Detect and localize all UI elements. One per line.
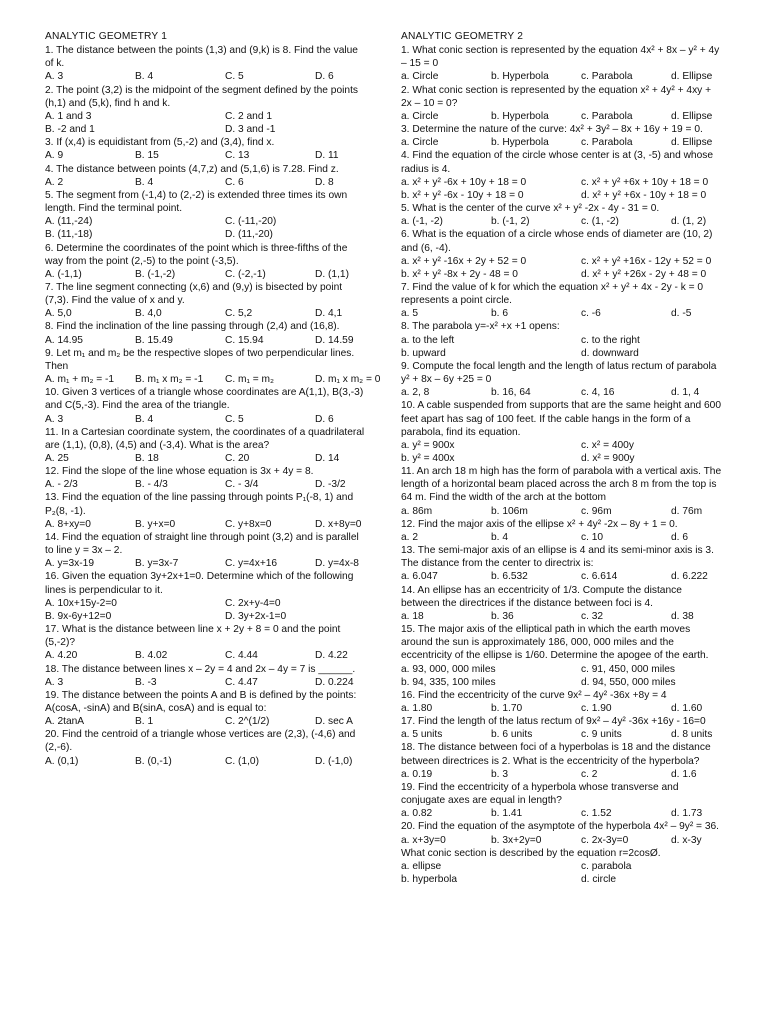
answer-option: b. x² + y² -8x + 2y - 48 = 0 xyxy=(401,268,518,280)
answer-option: B. 4 xyxy=(135,413,154,425)
answer-option: b. hyperbola xyxy=(401,874,458,885)
answer-option: a. 18 xyxy=(401,610,424,622)
answer-options xyxy=(45,373,381,386)
answer-options xyxy=(401,255,723,281)
answer-options xyxy=(45,478,367,491)
answer-option: d. 6 xyxy=(671,531,688,543)
answer-options xyxy=(401,439,723,465)
answer-option: B. 15.49 xyxy=(135,334,173,346)
answer-option: a. 93, 000, 000 miles xyxy=(401,663,496,675)
question-text: 4. Find the equation of the circle whose center is at (3, -5) and whose radius is 4. xyxy=(401,150,714,175)
answer-option: B. y=3x-7 xyxy=(135,558,179,570)
answer-options xyxy=(45,676,367,689)
question-text: 11. In a Cartesian coordinate system, the coordinates of a quadrilateral are (1,1), (0,8), (4,5) and (-3,4). What is the area? xyxy=(45,426,365,451)
answer-options xyxy=(401,505,723,518)
answer-options xyxy=(45,649,367,662)
answer-options xyxy=(45,215,367,241)
question-text: 20. Find the centroid of a triangle whose vertices are (2,3), (-4,6) and (2,-6). xyxy=(45,729,356,754)
question-text: 1. What conic section is represented by the equation 4x² + 8x – y² + 4y – 15 = 0 xyxy=(401,45,720,70)
answer-option: B. 4 xyxy=(135,71,154,83)
answer-option: d. 1.6 xyxy=(671,768,697,780)
answer-option: D. 3 and -1 xyxy=(225,124,276,136)
answer-option: a. ellipse xyxy=(401,860,442,872)
question-text: 16. Given the equation 3y+2x+1=0. Determine which of the following lines is perpendicular to it. xyxy=(45,571,354,596)
answer-option: A. (11,-24) xyxy=(45,216,93,228)
answer-option: C. m₁ = m₂ xyxy=(225,374,274,386)
answer-option: c. 1.90 xyxy=(581,702,612,714)
answer-option: C. y+8x=0 xyxy=(225,518,272,530)
answer-options xyxy=(401,702,723,715)
answer-option: D. 11 xyxy=(315,150,339,162)
answer-option: d. x² = 900y xyxy=(581,453,635,464)
answer-option: d. 8 units xyxy=(671,729,713,741)
answer-option: a. x² + y² -6x + 10y + 18 = 0 xyxy=(401,176,527,188)
answer-option: d. Ellipse xyxy=(671,137,713,149)
answer-option: D. x+8y=0 xyxy=(315,518,362,530)
answer-option: B. 4 xyxy=(135,176,154,188)
answer-option: c. 2 xyxy=(581,768,598,780)
answer-option: C. (-11,-20) xyxy=(225,216,277,228)
answer-options xyxy=(45,334,367,347)
question-text: 2. The point (3,2) is the midpoint of the segment defined by the points (h,1) and (5,k), find h and k. xyxy=(45,84,358,109)
answer-option: B. - 4/3 xyxy=(135,479,168,491)
answer-option: C. 13 xyxy=(225,150,250,162)
answer-option: a. Circle xyxy=(401,137,439,149)
answer-option: c. x² = 400y xyxy=(581,439,634,451)
answer-option: c. 96m xyxy=(581,505,612,517)
answer-option: D. m₁ x m₂ = 0 xyxy=(315,374,381,386)
answer-option: d. (1, 2) xyxy=(671,216,707,228)
answer-option: D. 4,1 xyxy=(315,308,343,320)
question-text: 14. Find the equation of straight line through point (3,2) and is parallel to line y = 3x – 2. xyxy=(45,531,359,557)
answer-option: B. 18 xyxy=(135,453,159,464)
answer-option: a. 5 units xyxy=(401,729,443,741)
answer-options xyxy=(45,597,367,623)
answer-option: a. x² + y² -16x + 2y + 52 = 0 xyxy=(401,255,527,267)
answer-options xyxy=(401,570,723,583)
answer-option: d. 1.73 xyxy=(671,808,703,820)
answer-option: a. x+3y=0 xyxy=(401,834,446,846)
answer-option: b. y² = 400x xyxy=(401,453,455,464)
answer-option: b. 6 xyxy=(491,308,508,320)
answer-option: c. -6 xyxy=(581,308,601,320)
answer-option: A. 25 xyxy=(45,453,69,464)
answer-option: B. (0,-1) xyxy=(135,755,172,767)
question-text: 10. Given 3 vertices of a triangle whose coordinates are A(1,1), B(3,-3) and C(5,-3). Find the area of the triangle. xyxy=(45,387,364,412)
answer-options xyxy=(45,307,367,320)
answer-option: d. 94, 550, 000 miles xyxy=(581,676,676,688)
answer-option: C. 5 xyxy=(225,71,244,83)
question-text: 8. Find the inclination of the line passing through (2,4) and (16,8). xyxy=(45,321,340,333)
answer-option: a. Circle xyxy=(401,110,439,122)
answer-option: b. Hyperbola xyxy=(491,137,549,149)
question-text: 9. Compute the focal length and the length of latus rectum of parabola y² + 8x – 6y +25 = 0 xyxy=(401,360,717,386)
answer-options xyxy=(45,452,367,465)
answer-option: C. 4.44 xyxy=(225,650,258,662)
answer-option: a. Circle xyxy=(401,71,439,83)
answer-option: b. (-1, 2) xyxy=(491,216,530,228)
answer-option: c. (1, -2) xyxy=(581,216,619,228)
answer-option: B. y+x=0 xyxy=(135,518,176,530)
answer-options xyxy=(45,557,367,570)
answer-option: A. m₁ + m₂ = -1 xyxy=(45,374,115,386)
answer-option: b. Hyperbola xyxy=(491,110,549,122)
answer-option: B. -2 and 1 xyxy=(45,124,95,136)
answer-option: d. 76m xyxy=(671,505,703,517)
answer-option: A. 10x+15y-2=0 xyxy=(45,597,117,609)
answer-options xyxy=(45,70,367,83)
answer-option: c. 32 xyxy=(581,610,604,622)
answer-option: C. (1,0) xyxy=(225,755,259,767)
answer-option: d. 1, 4 xyxy=(671,387,700,399)
answer-option: c. parabola xyxy=(581,860,632,872)
answer-option: A. 3 xyxy=(45,71,64,83)
answer-options xyxy=(401,768,723,781)
answer-option: D. (11,-20) xyxy=(225,229,273,241)
answer-option: c. to the right xyxy=(581,334,640,346)
answer-option: D. (-1,0) xyxy=(315,755,353,767)
answer-options xyxy=(45,715,367,728)
answer-option: A. 4.20 xyxy=(45,650,78,662)
question-text: 1. The distance between the points (1,3) and (9,k) is 8. Find the value of k. xyxy=(45,45,358,70)
answer-option: c. x² + y² +6x + 10y + 18 = 0 xyxy=(581,176,709,188)
answer-option: D. 4.22 xyxy=(315,650,348,662)
answer-option: B. 9x-6y+12=0 xyxy=(45,610,112,622)
answer-option: c. 91, 450, 000 miles xyxy=(581,663,676,675)
question-text: 6. What is the equation of a circle whose ends of diameter are (10, 2) and (6, -4). xyxy=(401,229,713,254)
answer-option: a. (-1, -2) xyxy=(401,216,443,228)
answer-option: D. 3y+2x-1=0 xyxy=(225,610,287,622)
answer-options xyxy=(401,728,723,741)
left-question-list xyxy=(45,44,381,768)
answer-options xyxy=(45,518,367,531)
answer-option: C. 4.47 xyxy=(225,676,258,688)
question-text: 14. An ellipse has an eccentricity of 1/3. Compute the distance between the directrices if the distance between foci is 4. xyxy=(401,584,682,609)
answer-option: D. 6 xyxy=(315,413,334,425)
answer-option: B. 4.02 xyxy=(135,650,168,662)
answer-option: D. 0.224 xyxy=(315,676,354,688)
question-text: 15. The major axis of the elliptical path in which the earth moves around the sun is approximately 186, 000, 000 miles and the eccentricity of the ellipse is 1/60. Determine the apogee of the earth. xyxy=(401,624,709,662)
answer-option: B. m₁ x m₂ = -1 xyxy=(135,374,204,386)
answer-option: b. 6 units xyxy=(491,729,533,741)
question-text: 17. Find the length of the latus rectum of 9x² – 4y² -36x +16y - 16=0 xyxy=(401,716,706,728)
answer-option: C. (-2,-1) xyxy=(225,268,266,280)
right-question-list xyxy=(401,44,723,886)
answer-option: C. 20 xyxy=(225,453,250,464)
left-column xyxy=(45,30,381,768)
answer-options xyxy=(45,110,367,136)
answer-option: A. (0,1) xyxy=(45,755,79,767)
answer-option: C. 5,2 xyxy=(225,308,253,320)
answer-options xyxy=(45,176,367,189)
answer-options xyxy=(401,610,723,623)
question-text: 3. If (x,4) is equidistant from (5,-2) and (3,4), find x. xyxy=(45,137,275,149)
answer-option: b. 94, 335, 100 miles xyxy=(401,676,496,688)
answer-options xyxy=(401,215,723,228)
answer-option: d. x² + y² +6x - 10y + 18 = 0 xyxy=(581,189,707,201)
right-column xyxy=(401,30,723,886)
answer-options xyxy=(401,307,723,320)
answer-option: A. 2 xyxy=(45,176,64,188)
answer-options xyxy=(45,268,367,281)
answer-option: b. 4 xyxy=(491,531,508,543)
answer-option: d. -5 xyxy=(671,308,692,320)
answer-option: b. 1.70 xyxy=(491,702,523,714)
answer-option: b. 1.41 xyxy=(491,808,523,820)
answer-options xyxy=(401,834,723,847)
answer-option: C. 6 xyxy=(225,176,244,188)
answer-options xyxy=(401,136,723,149)
answer-option: d. 38 xyxy=(671,610,694,622)
question-text: 5. The segment from (-1,4) to (2,-2) is extended three times its own length. Find the terminal point. xyxy=(45,189,348,215)
answer-option: c. 1.52 xyxy=(581,808,612,820)
answer-option: D. 14 xyxy=(315,453,340,464)
answer-option: A. (-1,1) xyxy=(45,268,82,280)
question-text: 19. Find the eccentricity of a hyperbola whose transverse and conjugate axes are equal in length? xyxy=(401,781,679,807)
question-text: 2. What conic section is represented by the equation x² + 4y² + 4xy + 2x – 10 = 0? xyxy=(401,84,712,109)
question-text: 20. Find the equation of the asymptote of the hyperbola 4x² – 9y² = 36. xyxy=(401,821,719,833)
answer-option: a. 1.80 xyxy=(401,702,433,714)
question-text: 5. What is the center of the curve x² + y² -2x - 4y - 31 = 0. xyxy=(401,203,660,215)
answer-options xyxy=(401,386,723,399)
answer-option: b. 36 xyxy=(491,610,514,622)
answer-option: C. 2 and 1 xyxy=(225,110,273,122)
answer-option: a. 0.82 xyxy=(401,808,433,820)
question-text: 19. The distance between the points A and B is defined by the points: A(cosA, -sinA) and B(sinA, cosA) and is equal to: xyxy=(45,689,357,714)
answer-option: D. sec A xyxy=(315,716,353,728)
answer-option: C. - 3/4 xyxy=(225,479,259,491)
answer-option: c. 9 units xyxy=(581,729,622,741)
answer-option: c. Parabola xyxy=(581,71,633,83)
answer-option: C. 2x+y-4=0 xyxy=(225,597,281,609)
answer-option: d. circle xyxy=(581,874,617,885)
answer-options xyxy=(45,413,367,426)
answer-option: a. 86m xyxy=(401,505,433,517)
answer-option: c. 4, 16 xyxy=(581,387,615,399)
answer-option: D. 6 xyxy=(315,71,334,83)
answer-options xyxy=(45,149,367,162)
answer-option: A. 2tanA xyxy=(45,716,85,728)
answer-option: A. 3 xyxy=(45,676,64,688)
answer-option: d. Ellipse xyxy=(671,110,713,122)
answer-option: D. (1,1) xyxy=(315,268,349,280)
answer-option: b. x² + y² -6x - 10y + 18 = 0 xyxy=(401,189,524,201)
answer-option: D. 14.59 xyxy=(315,334,354,346)
answer-option: D. y=4x-8 xyxy=(315,558,359,570)
answer-option: c. 10 xyxy=(581,531,604,543)
left-heading: ANALYTIC GEOMETRY 1 xyxy=(45,31,168,42)
answer-option: b. 16, 64 xyxy=(491,387,531,399)
answer-option: D. 8 xyxy=(315,176,334,188)
answer-option: B. (-1,-2) xyxy=(135,268,176,280)
answer-option: D. -3/2 xyxy=(315,479,346,491)
answer-option: d. 6.222 xyxy=(671,571,708,583)
answer-option: b. upward xyxy=(401,347,446,359)
question-text: 4. The distance between points (4,7,z) and (5,1,6) is 7.28. Find z. xyxy=(45,163,339,175)
question-text: 18. The distance between lines x – 2y = 4 and 2x – 4y = 7 is ______. xyxy=(45,663,356,675)
answer-option: A. 14.95 xyxy=(45,334,83,346)
answer-option: C. 15.94 xyxy=(225,334,264,346)
answer-option: a. 2, 8 xyxy=(401,387,430,399)
question-text: 9. Let m₁ and m₂ be the respective slopes of two perpendicular lines. Then xyxy=(45,347,355,372)
question-text: 16. Find the eccentricity of the curve 9x² – 4y² -36x +8y = 4 xyxy=(401,689,667,701)
answer-option: A. 5,0 xyxy=(45,308,72,320)
answer-option: B. (11,-18) xyxy=(45,229,93,241)
answer-option: A. y=3x-19 xyxy=(45,558,94,570)
question-text: 17. What is the distance between line x + 2y + 8 = 0 and the point (5,-2)? xyxy=(45,624,341,649)
answer-option: d. x² + y² +26x - 2y + 48 = 0 xyxy=(581,268,707,280)
answer-options xyxy=(401,531,723,544)
question-text: What conic section is described by the equation r=2cosØ. xyxy=(401,847,661,859)
answer-option: b. 106m xyxy=(491,505,528,517)
answer-options xyxy=(401,807,723,820)
answer-option: a. 5 xyxy=(401,308,418,320)
answer-option: c. 2x-3y=0 xyxy=(581,834,629,846)
answer-option: b. 3 xyxy=(491,768,508,780)
answer-option: A. 9 xyxy=(45,150,64,162)
question-text: 18. The distance between foci of a hyperbolas is 18 and the distance between directrices is 2. What is the eccentricity of the hyperbola? xyxy=(401,742,711,767)
question-text: 12. Find the major axis of the ellipse x² + 4y² -2x – 8y + 1 = 0. xyxy=(401,518,678,530)
question-text: 8. The parabola y=-x² +x +1 opens: xyxy=(401,321,560,333)
answer-options xyxy=(401,663,723,689)
answer-option: a. y² = 900x xyxy=(401,439,455,451)
answer-option: A. - 2/3 xyxy=(45,479,78,491)
question-text: 7. The line segment connecting (x,6) and (9,y) is bisected by point (7,3). Find the value of x and y. xyxy=(45,281,343,307)
answer-option: d. downward xyxy=(581,347,639,359)
answer-option: A. 3 xyxy=(45,413,64,425)
answer-option: d. Ellipse xyxy=(671,71,713,83)
answer-option: A. 8+xy=0 xyxy=(45,518,91,530)
question-text: 10. A cable suspended from supports that are the same height and 600 feet apart has sag of 100 feet. If the cable hangs in the form of a parabola, find its equation. xyxy=(401,400,721,438)
answer-option: C. 5 xyxy=(225,413,244,425)
question-text: 11. An arch 18 m high has the form of parabola with a vertical axis. The length of a horizontal beam placed across the arch 8 m from the top is 64 m. Find the width of the arch at the bottom xyxy=(401,466,722,504)
question-text: 6. Determine the coordinates of the point which is three-fifths of the way from the point (2,-5) to the point (-3,5). xyxy=(45,242,348,267)
answer-options xyxy=(401,70,723,83)
answer-option: C. 2^(1/2) xyxy=(225,716,270,728)
answer-option: d. 1.60 xyxy=(671,702,703,714)
answer-option: a. 2 xyxy=(401,531,418,543)
question-text: 3. Determine the nature of the curve: 4x² + 3y² – 8x + 16y + 19 = 0. xyxy=(401,124,703,136)
answer-option: c. Parabola xyxy=(581,110,633,122)
answer-option: a. to the left xyxy=(401,334,455,346)
answer-option: d. x-3y xyxy=(671,834,702,846)
answer-option: B. 15 xyxy=(135,150,159,162)
question-text: 12. Find the slope of the line whose equation is 3x + 4y = 8. xyxy=(45,466,314,478)
answer-option: C. y=4x+16 xyxy=(225,558,278,570)
answer-option: c. x² + y² +16x - 12y + 52 = 0 xyxy=(581,255,712,267)
answer-option: b. Hyperbola xyxy=(491,71,549,83)
answer-options xyxy=(401,110,723,123)
answer-option: a. 0.19 xyxy=(401,768,433,780)
answer-option: B. 1 xyxy=(135,716,154,728)
answer-option: b. 3x+2y=0 xyxy=(491,834,542,846)
answer-option: c. 6.614 xyxy=(581,571,618,583)
answer-option: A. 1 and 3 xyxy=(45,110,92,122)
answer-options xyxy=(401,334,723,360)
question-text: 13. The semi-major axis of an ellipse is 4 and its semi-minor axis is 3. The distance from the center to directrix is: xyxy=(401,545,714,570)
answer-options xyxy=(45,755,367,768)
answer-option: c. Parabola xyxy=(581,137,633,149)
answer-option: B. 4,0 xyxy=(135,308,162,320)
answer-options xyxy=(401,176,723,202)
answer-option: b. 6.532 xyxy=(491,571,528,583)
question-text: 13. Find the equation of the line passing through points P₁(-8, 1) and P₂(8, -1). xyxy=(45,492,354,517)
right-heading: ANALYTIC GEOMETRY 2 xyxy=(401,31,524,42)
question-text: 7. Find the value of k for which the equation x² + y² + 4x - 2y - k = 0 represents a point circle. xyxy=(401,281,704,307)
answer-option: a. 6.047 xyxy=(401,571,438,583)
answer-options xyxy=(401,860,723,886)
answer-option: B. -3 xyxy=(135,676,157,688)
